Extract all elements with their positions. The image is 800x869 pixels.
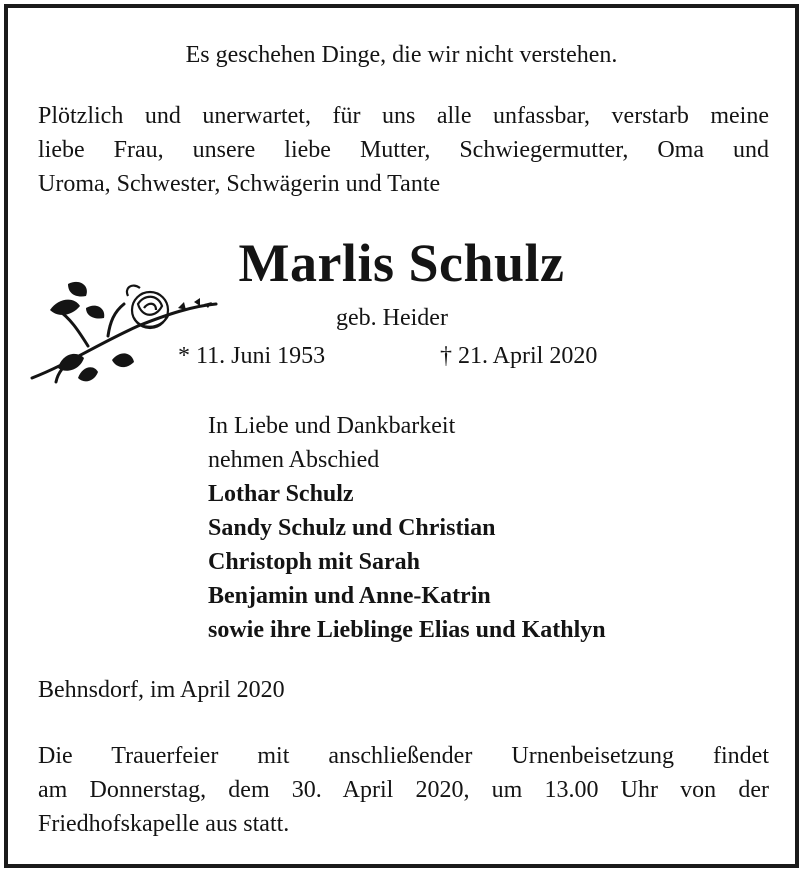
deceased-name: Marlis Schulz bbox=[238, 233, 565, 293]
mourner-4: Benjamin und Anne-Katrin bbox=[208, 583, 491, 609]
intro-line-2: liebe Frau, unsere liebe Mutter, Schwiegermutter, Oma und bbox=[38, 137, 769, 163]
obituary-notice bbox=[4, 4, 799, 868]
service-line-3: Friedhofskapelle aus statt. bbox=[38, 811, 290, 837]
place-date: Behnsdorf, im April 2020 bbox=[38, 677, 285, 703]
mourner-2: Sandy Schulz und Christian bbox=[208, 515, 496, 541]
service-line-2: am Donnerstag, dem 30. April 2020, um 13.00 Uhr von der bbox=[38, 777, 769, 803]
birth-date: * 11. Juni 1953 bbox=[178, 343, 326, 369]
farewell-line-1: In Liebe und Dankbarkeit bbox=[208, 413, 456, 439]
mourner-5: sowie ihre Lieblinge Elias und Kathlyn bbox=[208, 617, 606, 643]
maiden-name: geb. Heider bbox=[336, 305, 448, 331]
mourner-1: Lothar Schulz bbox=[208, 481, 354, 507]
intro-line-3: Uroma, Schwester, Schwägerin und Tante bbox=[38, 171, 441, 197]
rose-icon bbox=[28, 274, 218, 392]
intro-line-1: Plötzlich und unerwartet, für uns alle unfassbar, verstarb meine bbox=[38, 103, 769, 129]
death-date: † 21. April 2020 bbox=[440, 343, 598, 369]
motto: Es geschehen Dinge, die wir nicht verstehen. bbox=[185, 42, 618, 68]
mourner-3: Christoph mit Sarah bbox=[208, 549, 421, 575]
service-line-1: Die Trauerfeier mit anschließender Urnenbeisetzung findet bbox=[38, 743, 769, 769]
farewell-line-2: nehmen Abschied bbox=[208, 447, 380, 473]
